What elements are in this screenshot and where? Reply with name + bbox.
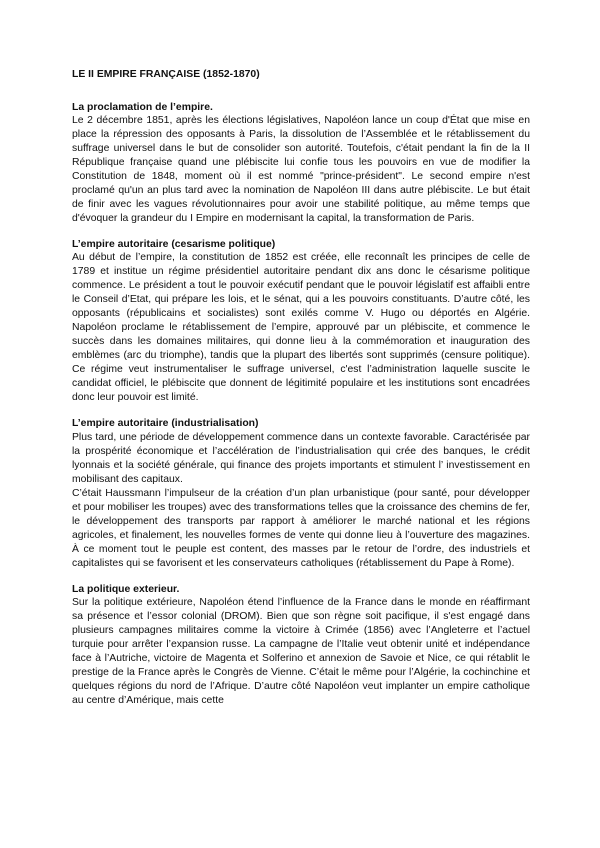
paragraph: Le 2 décembre 1851, après les élections législatives, Napoléon lance un coup d'État que mise en place la répression des opposants à Paris, la dissolution de l’Assemblée et le rétablissement du suffrage universel dans le but de consolider son autorité. Toutefois, c'était pendant la fin de la II République française quand une plébiscite lui confie tous les pouvoirs en vue de modifier la Constitution de 1848, moment où il est nommé "prince-président". Le second empire n'est proclamé qu'un an plus tard avec la nomination de Napoléon III dans autre plébiscite. Le but était de finir avec les vagues révolutionnaires pour avoir une stabilité politique, au même temps que d'évoquer la grandeur du I Empire en modernisant la capital, la transformation de Paris. (72, 115, 530, 225)
section-proclamation (72, 101, 530, 226)
paragraph: C’était Haussmann l’impulseur de la création d’un plan urbanistique (pour santé, pour développer et pour mobiliser les troupes) avec des transformations telles que la croissance des chemins de fer, le développement des transports par rapport à améliorer le marché national et les régions agricoles, et finalement, les nouvelles formes de vente qui donne lieu à l’ouverture des magazines. À ce moment tout le peuple est content, des masses par le retour de l’ordre, des industriels et capitalistes qui se favorisent et les conservateurs catholiques (rétablissement du Pape à Rome). (72, 487, 530, 569)
section-heading: L’empire autoritaire (cesarisme politique) (72, 239, 276, 251)
section-heading: La proclamation de l’empire. (72, 102, 213, 113)
document-title: LE II EMPIRE FRANÇAISE (1852-1870) (72, 69, 260, 80)
document-page (72, 68, 530, 720)
section-empire-autoritaire-industrialisation (72, 417, 530, 570)
paragraph: Sur la politique extérieure, Napoléon étend l’influence de la France dans le monde en réaffirmant sa présence et l’essor colonial (DROM). Bien que son règne soit pacifique, il s'est engagé dans plusieurs campagnes militaires comme la victoire à Crimée (1856) avec l’Angleterre et l’actuel turquie pour arrêter l’expansion russe. La campagne de l’Italie veut obtenir unité et indépendance face à l’Autriche, victoire de Magenta et Solferino et annexion de Savoie et Nice, ce qui rétablit le prestige de la France après le Congrès de Vienne. C’était le même pour l’Algérie, la cochinchine et quelques régions du nord de l’Afrique. D’autre côté Napoléon veut implanter un empire catholique au centre d’Amérique, mais cette (72, 596, 530, 706)
section-heading: La politique exterieur. (72, 583, 180, 595)
section-heading: L’empire autoritaire (industrialisation) (72, 418, 259, 430)
section-politique-exterieur (72, 583, 530, 708)
paragraph: Au début de l’empire, la constitution de 1852 est créée, elle reconnaît les principes de celle de 1789 et institue un régime présidentiel autoritaire pendant dix ans donc le césarisme politique commence. Le président a tout le pouvoir exécutif pendant que le pouvoir législatif est affaibli entre le Conseil d’Etat, qui prépare les lois, et le sénat, qui a les pouvoirs constituants. D’autre côté, les opposants (républicains et socialistes) sont exilés comme V. Hugo ou déportés en Algérie. Napoléon proclame le rétablissement de l’empire, approuvé par un plébiscite, et commence le succès dans les domaines militaires, qui donne lieu à la commémoration et inauguration des emblèmes (arc du triomphe), tandis que la plupart des libertés sont supprimés (censure politique). Ce régime veut instrumentaliser le suffrage universel, c'est l’administration laquelle suscite le candidat officiel, le plébiscite que donnent de légitimité populaire et les institutions sont encadrées donc leur pouvoir est limité. (72, 252, 530, 404)
section-empire-autoritaire-cesarisme (72, 238, 530, 405)
paragraph: Plus tard, une période de développement commence dans un contexte favorable. Caractérisée par la prospérité économique et l’accélération de l’industrialisation qui crée des banques, le crédit lyonnais et la société générale, qui finance des projets importants et stimulent l’ investissement en mobilisant des capitaux. (72, 431, 530, 485)
